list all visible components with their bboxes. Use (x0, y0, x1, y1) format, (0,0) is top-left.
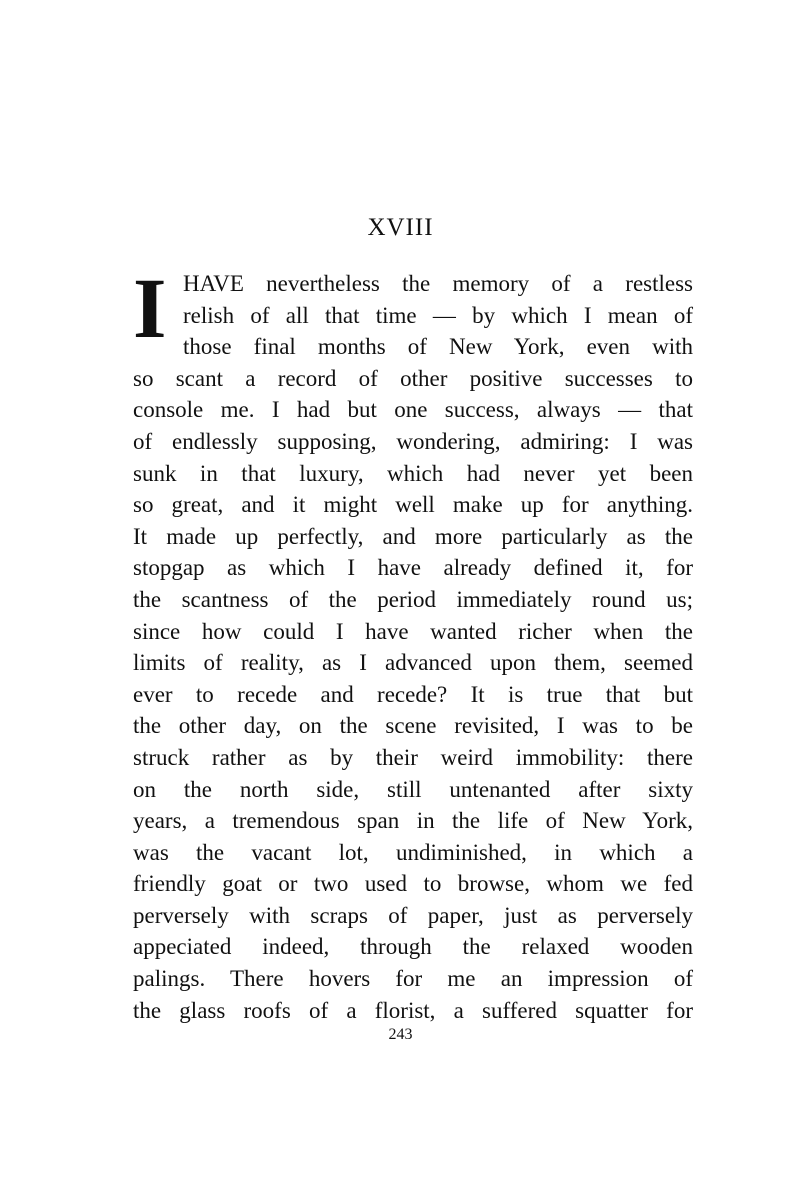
text-line: since how could I have wanted richer when the (133, 618, 693, 644)
body-text (133, 260, 693, 1026)
chapter-heading: XVIII (367, 214, 434, 241)
text-line: the glass roofs of a florist, a suffered squatter for (133, 997, 693, 1023)
text-line: sunk in that luxury, which had never yet been (133, 460, 693, 486)
text-line: the scantness of the period immediately round us; (133, 586, 693, 612)
text-line: the other day, on the scene revisited, I was to be (133, 713, 693, 739)
page-number: 243 (388, 1026, 413, 1043)
text-line: friendly goat or two used to browse, whom we fed (133, 871, 693, 897)
text-line: was the vacant lot, undiminished, in which a (133, 839, 693, 865)
text-line: It made up perfectly, and more particularly as the (133, 523, 693, 549)
text-line: HAVE nevertheless the memory of a restless (183, 271, 693, 296)
text-line: those final months of New York, even with (183, 334, 693, 360)
text-line: struck rather as by their weird immobility: there (133, 744, 693, 770)
text-line: perversely with scraps of paper, just as perversely (133, 902, 693, 928)
text-line: ever to recede and recede? It is true that but (133, 681, 693, 707)
text-line: years, a tremendous span in the life of New York, (133, 808, 693, 834)
text-line: appeciated indeed, through the relaxed wooden (133, 934, 693, 960)
text-line: so scant a record of other positive successes to (133, 365, 693, 391)
drop-cap: I (133, 260, 167, 356)
text-line: palings. There hovers for me an impression of (133, 966, 693, 992)
text-line: on the north side, still untenanted after sixty (133, 776, 693, 802)
text-line: of endlessly supposing, wondering, admiring: I was (133, 428, 693, 454)
text-line: relish of all that time — by which I mean of (183, 302, 693, 328)
text-line: limits of reality, as I advanced upon them, seemed (133, 650, 693, 676)
text-line: console me. I had but one success, always — that (133, 397, 693, 423)
text-line: stopgap as which I have already defined it, for (133, 555, 693, 581)
text-line: so great, and it might well make up for anything. (133, 492, 693, 518)
